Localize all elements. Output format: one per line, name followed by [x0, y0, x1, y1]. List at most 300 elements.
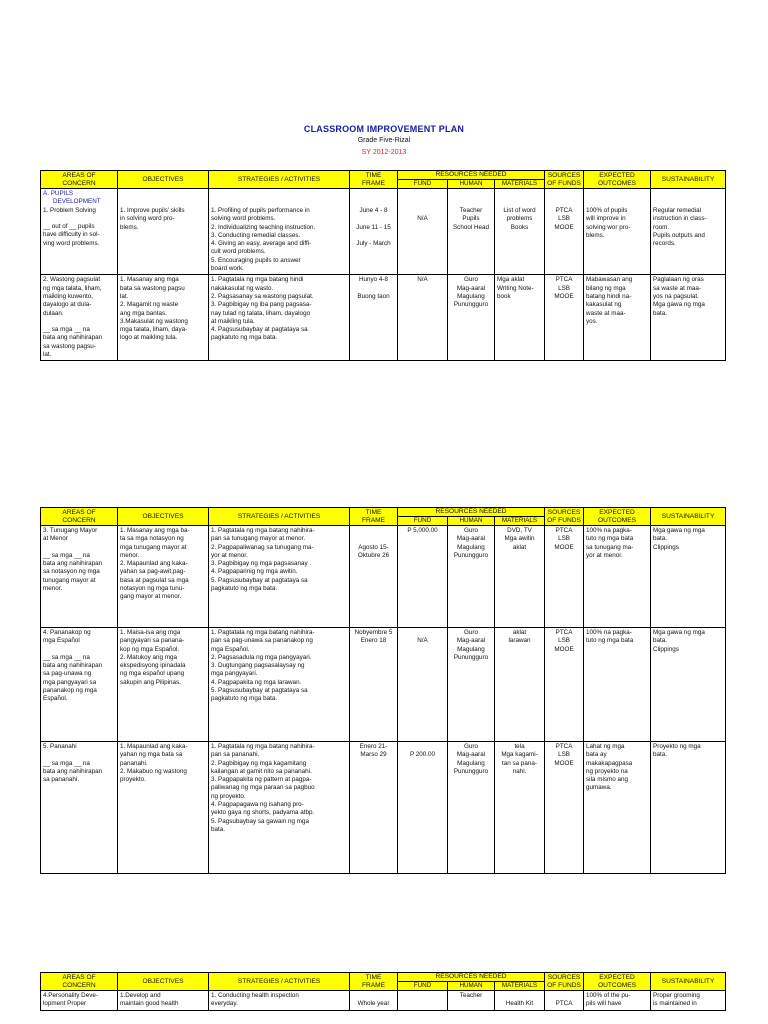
- cell-line: [352, 992, 395, 1000]
- cell-line: 4. Pagsusubaybay at pagtataya sa: [211, 326, 308, 334]
- cell-line: Whole year: [357, 1000, 390, 1008]
- cell-line: MOOE: [554, 292, 574, 300]
- human-cell: [448, 991, 495, 1011]
- cell-line: pan sa tunugang mayor at menor.: [211, 535, 306, 543]
- cell-line: kop ng mga Español.: [120, 645, 180, 653]
- cell-line: Punungguro: [453, 551, 489, 559]
- cell-line: lat.: [43, 351, 52, 359]
- cell-line: [352, 535, 395, 543]
- cell-line: LSB: [558, 215, 570, 223]
- table-row: [41, 742, 726, 874]
- cell-line: ekspedisyong ipinadala: [120, 662, 186, 670]
- cell-line: [400, 629, 445, 637]
- cell-line: [547, 992, 581, 1000]
- cell-line: menor.: [43, 585, 63, 593]
- cell-line: List of word: [503, 207, 536, 214]
- cell-line: ta sa mga notasyon ng: [120, 535, 184, 543]
- objectives-cell: [118, 628, 209, 742]
- cell-line: book: [497, 292, 511, 300]
- cell-line: PTCA: [555, 1000, 573, 1008]
- sustainability-cell: [651, 991, 726, 1011]
- cell-line: [400, 992, 445, 1000]
- materials-cell: [495, 275, 545, 361]
- cell-line: 1. Pagtatala ng mga batang nahihira-: [211, 743, 315, 750]
- cell-line: room.: [653, 223, 670, 231]
- cell-line: [352, 215, 395, 223]
- objectives-cell: [118, 189, 209, 275]
- cell-line: Pupils: [462, 215, 480, 223]
- cell-line: Clippings: [653, 645, 679, 653]
- cell-line: Punungguro: [453, 301, 489, 309]
- cell-line: Proper grooming: [653, 992, 700, 999]
- cell-line: 4. Pagpaparinig ng mga awitin.: [211, 568, 298, 576]
- cell-line: Mga kagami-: [501, 751, 538, 759]
- cell-line: 2. Magamit ng waste: [120, 301, 179, 309]
- cell-line: sa wastong pagsu-: [43, 342, 96, 350]
- cell-line: dayalogo at dula-: [43, 301, 92, 309]
- cell-line: tuto ng mga bata: [586, 535, 634, 543]
- header-materials: MATERIALS: [495, 517, 545, 526]
- cell-line: instruction in class-: [653, 215, 707, 223]
- cell-line: Buong taon: [357, 292, 390, 300]
- cell-line: Mga gawa ng mga: [653, 301, 705, 309]
- cell-line: 100% na pagka-: [586, 527, 632, 534]
- cell-line: ving word problems.: [43, 239, 100, 247]
- cell-line: yor at menor.: [211, 551, 248, 559]
- cell-line: ang mga bantas.: [120, 309, 167, 317]
- cell-line: batang hindi na-: [586, 292, 632, 300]
- cell-line: 3. Pagpapakita ng pattern at pagpa-: [211, 776, 312, 784]
- cell-line: mga pangyayari sa: [43, 678, 97, 686]
- cell-line: yahan sa pag-awit,pag-: [120, 568, 186, 576]
- cell-line: Writing Note-: [497, 284, 534, 292]
- cell-line: DVD, TV: [507, 527, 532, 534]
- cell-line: at maikling tula.: [211, 317, 255, 325]
- cell-line: yekto gaya ng shorts, padyama atbp.: [211, 809, 315, 817]
- cell-line: 3. Pagbibigay ng iba pang pagsasa-: [211, 301, 312, 309]
- sustainability-cell: [651, 742, 726, 874]
- header-outcomes: EXPECTED OUTCOMES: [584, 508, 651, 526]
- cell-line: Proyekto ng mga: [653, 743, 701, 750]
- cell-line: MOOE: [554, 223, 574, 231]
- cell-line: sa pananahi.: [43, 776, 80, 784]
- time-cell: [350, 526, 398, 628]
- cell-line: mga tunugang mayor at: [120, 543, 187, 551]
- cell-line: Regular remedial: [653, 207, 701, 214]
- cell-line: Oktubre 26: [357, 551, 390, 559]
- cell-line: Guro: [464, 743, 478, 750]
- cell-line: ng mga español upang: [120, 670, 185, 678]
- cell-line: 2. Individualizing teaching instruction.: [211, 223, 316, 231]
- cell-line: blems.: [120, 223, 139, 231]
- cell-line: gumawa.: [586, 784, 612, 792]
- cell-line: pagkatuto ng mga bata.: [211, 585, 278, 593]
- cell-line: __ sa mga __ na: [43, 551, 90, 559]
- cell-line: 100% of the pu-: [586, 992, 631, 999]
- outcomes-cell: [584, 991, 651, 1011]
- outcomes-cell: [584, 189, 651, 275]
- cell-line: 5. Encouraging pupils to answer: [211, 256, 301, 264]
- cell-line: N/A: [417, 637, 428, 645]
- cell-line: ng proyekto.: [211, 792, 246, 800]
- cell-line: Paglalaan ng oras: [653, 276, 704, 284]
- plan-table-3: [40, 972, 726, 1011]
- cell-line: Mabawasan ang: [586, 276, 633, 284]
- cell-line: Mga aklat: [497, 276, 525, 284]
- cell-line: aklat: [512, 629, 527, 636]
- cell-line: menor.: [120, 551, 140, 559]
- cell-line: 3. Tunugang Mayor: [43, 527, 98, 534]
- cell-line: 3.Makasulat ng wastong: [120, 317, 188, 325]
- area-cell: [41, 526, 118, 628]
- strategies-cell: [209, 628, 350, 742]
- cell-line: Magulang: [457, 645, 485, 653]
- cell-line: MOOE: [554, 543, 574, 551]
- cell-line: Español.: [43, 695, 68, 703]
- cell-line: __ sa mga __ na: [43, 326, 90, 334]
- cell-line: 1. Mapaunlad ang kaka-: [120, 743, 188, 750]
- cell-line: maikling kuwento,: [43, 292, 94, 300]
- cell-line: bilang ng mga: [586, 284, 626, 292]
- cell-line: yos na pagsulat.: [653, 292, 699, 300]
- cell-line: larawan: [508, 637, 531, 645]
- header-strategies: STRATEGIES / ACTIVITIES: [209, 171, 350, 189]
- cell-line: at Menor: [43, 535, 68, 543]
- header-sources: SOURCES OF FUNDS: [545, 171, 584, 189]
- cell-line: LSB: [558, 637, 570, 645]
- human-cell: [448, 742, 495, 874]
- fund-cell: [398, 189, 448, 275]
- sustainability-cell: [651, 628, 726, 742]
- cell-line: 2. Matukoy ang mga: [120, 653, 178, 661]
- strategies-cell: [209, 189, 350, 275]
- header-fund: FUND: [398, 982, 448, 991]
- header-materials: MATERIALS: [495, 180, 545, 189]
- cell-line: aklat: [512, 543, 527, 551]
- cell-line: 1. Masanay ang mga ba-: [120, 527, 190, 534]
- human-cell: [448, 526, 495, 628]
- cell-line: 3. Conducting remedial classes.: [211, 231, 301, 239]
- cell-line: Punungguro: [453, 767, 489, 775]
- cell-line: nahi.: [512, 767, 527, 775]
- cell-line: PTCA: [555, 276, 573, 284]
- header-outcomes: EXPECTED OUTCOMES: [584, 973, 651, 991]
- cell-line: LSB: [558, 535, 570, 543]
- materials-cell: [495, 526, 545, 628]
- cell-line: N/A: [417, 276, 428, 284]
- header-sustainability: SUSTAINABILITY: [651, 508, 726, 526]
- cell-line: 3. Dugtungang pagsasalaysay ng: [211, 662, 305, 670]
- cell-line: logo at maikling tula.: [120, 334, 178, 342]
- header-fund: FUND: [398, 180, 448, 189]
- cell-line: 100% of pupils: [586, 207, 628, 214]
- time-cell: [350, 991, 398, 1011]
- cell-line: 4.Personality Deve-: [43, 992, 98, 999]
- cell-line: Lahat ng mga: [586, 743, 625, 750]
- cell-line: bata ang nahihirapan: [43, 767, 103, 775]
- cell-line: tan sa pana-: [502, 759, 538, 767]
- header-outcomes: EXPECTED OUTCOMES: [584, 171, 651, 189]
- cell-line: Mag-aaral: [456, 284, 486, 292]
- cell-line: yos.: [586, 317, 598, 325]
- cell-line: N/A: [417, 215, 428, 222]
- cell-line: Mag-aaral: [456, 751, 486, 759]
- cell-line: 2. Pagbibigay ng mga kagamitang: [211, 759, 307, 767]
- cell-line: 1. Pagtatala ng mga batang nahihira-: [211, 527, 315, 534]
- cell-line: bata ang nahihirapan: [43, 662, 103, 670]
- cell-line: 2. Pagsasanay sa wastong pagsulat.: [211, 292, 314, 300]
- cell-line: makakapagpasa: [586, 759, 633, 767]
- cell-line: LSB: [558, 284, 570, 292]
- cell-line: 2. Pagpapaliwanag sa tunugang ma-: [211, 543, 314, 551]
- cell-line: PTCA: [555, 629, 573, 636]
- cell-line: PTCA: [555, 743, 573, 750]
- cell-line: Guro: [464, 629, 478, 636]
- area-cell: A. PUPILS DEVELOPMENT 1. Problem Solving __ out of __ pupils have difficulty in sol- ving word problems.: [41, 189, 118, 275]
- cell-line: Agosto 15-: [358, 543, 389, 551]
- cell-line: 4. Pagpapagawa ng isahang pro-: [211, 801, 304, 809]
- cell-line: Nobyembre 5: [354, 629, 393, 636]
- cell-line: 5. Pagsusubaybay at pagtataya sa: [211, 687, 308, 695]
- cell-line: bata.: [653, 637, 668, 645]
- cell-line: June 4 - 8: [359, 207, 388, 214]
- header-resources: RESOURCES NEEDED: [398, 171, 545, 180]
- cell-line: Mga gawa ng mga: [653, 629, 705, 636]
- cell-line: Books: [510, 223, 529, 231]
- fund-cell: [398, 628, 448, 742]
- cell-line: Mag-aaral: [456, 637, 486, 645]
- table-row: [41, 526, 726, 628]
- sources-cell: [545, 628, 584, 742]
- cell-line: 1.Develop and: [120, 992, 161, 999]
- cell-line: 2. Makabuo ng wastong: [120, 767, 187, 775]
- cell-line: MOOE: [554, 645, 574, 653]
- materials-cell: [495, 189, 545, 275]
- cell-line: sila mismo ang: [586, 776, 629, 784]
- table-row: [41, 628, 726, 742]
- cell-line: Magulang: [457, 759, 485, 767]
- area-cell: [41, 991, 118, 1011]
- cell-line: problems: [506, 215, 533, 223]
- cell-line: Marso 29: [360, 751, 387, 759]
- cell-line: mga talata, liham, daya-: [120, 326, 188, 334]
- cell-line: __ sa mga __ na: [43, 759, 90, 767]
- cell-line: 4. Giving an easy, average and diffi-: [211, 240, 312, 248]
- table-row: [41, 189, 726, 275]
- sources-cell: [545, 189, 584, 275]
- cell-line: 1. Profiling of pupils performance in: [211, 207, 310, 214]
- cell-line: bata ay: [586, 751, 607, 759]
- school-year: SY 2012-2013: [361, 149, 407, 156]
- area-cell: [41, 628, 118, 742]
- cell-line: notasyon ng mga tunu-: [120, 585, 185, 593]
- cell-line: __ sa mga __ na: [43, 653, 90, 661]
- cell-line: Mga awitin: [504, 535, 535, 543]
- sources-cell: [545, 526, 584, 628]
- cell-line: solving word problems.: [211, 215, 276, 223]
- cell-line: yahan ng mga bata sa: [120, 751, 183, 759]
- fund-cell: [398, 526, 448, 628]
- cell-line: Guro: [464, 276, 478, 284]
- cell-line: PTCA: [555, 207, 573, 214]
- objectives-cell: [118, 991, 209, 1011]
- cell-line: Health Kit: [505, 1000, 534, 1008]
- header-human: HUMAN: [448, 180, 495, 189]
- cell-line: 1. Conducting health inspection: [211, 992, 299, 999]
- cell-line: [497, 992, 542, 1000]
- sustainability-cell: [651, 275, 726, 361]
- table-row: [41, 275, 726, 361]
- cell-line: solving wor pro-: [586, 223, 631, 231]
- cell-line: will improve in: [586, 215, 626, 223]
- cell-line: Clippings: [653, 543, 679, 551]
- cell-line: __ out of __ pupils: [43, 223, 95, 231]
- header-resources: RESOURCES NEEDED: [398, 508, 545, 517]
- materials-cell: [495, 742, 545, 874]
- cell-line: Guro: [464, 527, 478, 534]
- cell-line: everyday.: [211, 1000, 238, 1008]
- strategies-cell: [209, 275, 350, 361]
- cell-line: 3. Pagbibigay ng mga pagsasanay .: [211, 560, 312, 568]
- plan-table-1: [40, 170, 726, 361]
- header-sources: SOURCES OF FUNDS: [545, 973, 584, 991]
- sources-cell: [545, 991, 584, 1011]
- cell-line: tunugang mayor at: [43, 576, 96, 584]
- cell-line: gang mayor at menor.: [120, 593, 182, 601]
- cell-line: 1. Improve pupils' skills: [120, 207, 185, 214]
- cell-line: bata ang nahihirapan: [43, 334, 103, 342]
- cell-line: mga Español: [43, 637, 80, 645]
- cell-line: 2. Wastong pagsulat: [43, 276, 101, 284]
- cell-line: paliwanag ng mga paraan sa pagbuo: [211, 784, 315, 792]
- header-strategies: STRATEGIES / ACTIVITIES: [209, 973, 350, 991]
- header-human: HUMAN: [448, 982, 495, 991]
- fund-cell: [398, 742, 448, 874]
- header-strategies: STRATEGIES / ACTIVITIES: [209, 508, 350, 526]
- header-areas: AREAS OF CONCERN: [41, 171, 118, 189]
- cell-line: is maintained in: [653, 1000, 697, 1008]
- cell-line: 1. Problem Solving: [43, 206, 96, 214]
- cell-line: basa at pagsulat sa mga: [120, 576, 189, 584]
- outcomes-cell: [584, 275, 651, 361]
- header-human: HUMAN: [448, 517, 495, 526]
- objectives-cell: [118, 526, 209, 628]
- cell-line: sa waste at maa-: [653, 284, 701, 292]
- human-cell: [448, 275, 495, 361]
- cell-line: proyekto.: [120, 776, 146, 784]
- materials-cell: [495, 991, 545, 1011]
- cell-line: 4. Pananakop ng: [43, 629, 91, 636]
- cell-line: Magulang: [457, 292, 485, 300]
- cell-line: bata.: [653, 309, 668, 317]
- cell-line: dulaan.: [43, 309, 64, 317]
- cell-line: P 200.00: [409, 751, 436, 759]
- human-cell: [448, 189, 495, 275]
- cell-line: 1. Pagtatala ng mga batang hindi: [211, 276, 304, 284]
- header-objectives: OBJECTIVES: [118, 171, 209, 189]
- objectives-cell: [118, 275, 209, 361]
- header-sustainability: SUSTAINABILITY: [651, 171, 726, 189]
- cell-line: 5. Pagsubaybay sa gawain ng mga: [211, 817, 310, 825]
- page-title: CLASSROOM IMPROVEMENT PLAN: [303, 124, 465, 134]
- strategies-cell: [209, 742, 350, 874]
- outcomes-cell: [584, 628, 651, 742]
- cell-line: kailangan at gamit nito sa pananahi.: [211, 767, 312, 775]
- human-cell: [448, 628, 495, 742]
- cell-line: records.: [653, 240, 676, 248]
- fund-cell: [398, 275, 448, 361]
- header-objectives: OBJECTIVES: [118, 973, 209, 991]
- cell-line: sa notasyon ng mga: [43, 568, 100, 576]
- outcomes-cell: [584, 742, 651, 874]
- header-areas: AREAS OF CONCERN: [41, 973, 118, 991]
- header-sustainability: SUSTAINABILITY: [651, 973, 726, 991]
- cell-line: 2. Pagsasadula ng mga pangyayari.: [211, 653, 312, 661]
- cell-line: [400, 743, 445, 751]
- cell-line: 1. Maisa-isa ang mga: [120, 629, 181, 636]
- cell-line: sa pag-unawa ng: [43, 670, 92, 678]
- cell-line: Teacher: [459, 992, 483, 999]
- header-areas: AREAS OF CONCERN: [41, 508, 118, 526]
- area-cell: [41, 275, 118, 361]
- sustainability-cell: [651, 526, 726, 628]
- header-fund: FUND: [398, 517, 448, 526]
- cell-line: June 11 - 15: [356, 223, 391, 231]
- cell-line: MOOE: [554, 759, 574, 767]
- cell-line: Magulang: [457, 543, 485, 551]
- cell-line: LSB: [558, 751, 570, 759]
- cell-line: [43, 544, 115, 552]
- cell-line: P 5,000.00: [407, 527, 438, 534]
- sustainability-cell: [651, 189, 726, 275]
- cell-line: ng proyekto na: [586, 767, 628, 775]
- cell-line: bata.: [653, 751, 668, 759]
- cell-line: Enero 21-: [359, 743, 388, 750]
- cell-line: bata ang nahihirapan: [43, 560, 103, 568]
- cell-line: waste at maa-: [586, 309, 626, 317]
- cell-line: 1. Masanay ang mga: [120, 276, 179, 284]
- strategies-cell: [209, 526, 350, 628]
- cell-line: [352, 232, 395, 240]
- strategies-cell: [209, 991, 350, 1011]
- cell-line: 1. Pagtatala ng mga batang nahihira-: [211, 629, 315, 636]
- cell-line: [43, 751, 115, 759]
- header-time: TIME FRAME: [350, 171, 398, 189]
- cell-line: board work.: [211, 265, 244, 273]
- cell-line: tuto ng mga bata: [586, 637, 634, 645]
- cell-line: pananakop ng mga: [43, 687, 97, 695]
- header-sources: SOURCES OF FUNDS: [545, 508, 584, 526]
- cell-line: ng mga talata, liham,: [43, 284, 102, 292]
- cell-line: Enero 18: [360, 637, 387, 645]
- cell-line: lopment Proper: [43, 1000, 87, 1008]
- cell-line: pagkatuto ng mga bata.: [211, 334, 278, 342]
- sources-cell: [545, 275, 584, 361]
- time-cell: [350, 742, 398, 874]
- cell-line: nakakasulat ng wasto.: [211, 284, 274, 292]
- cell-line: sa tunugang ma-: [586, 543, 634, 551]
- cell-line: yor at menor.: [586, 551, 623, 559]
- cell-line: [43, 318, 115, 326]
- cell-line: [43, 646, 115, 654]
- cell-line: Punungguro: [453, 653, 489, 661]
- header-materials: MATERIALS: [495, 982, 545, 991]
- cell-line: pangyayari sa panana-: [120, 637, 185, 645]
- cell-line: pananahi.: [120, 759, 148, 767]
- header-resources: RESOURCES NEEDED: [398, 973, 545, 982]
- cell-line: tela: [514, 743, 525, 750]
- header-time: TIME FRAME: [350, 973, 398, 991]
